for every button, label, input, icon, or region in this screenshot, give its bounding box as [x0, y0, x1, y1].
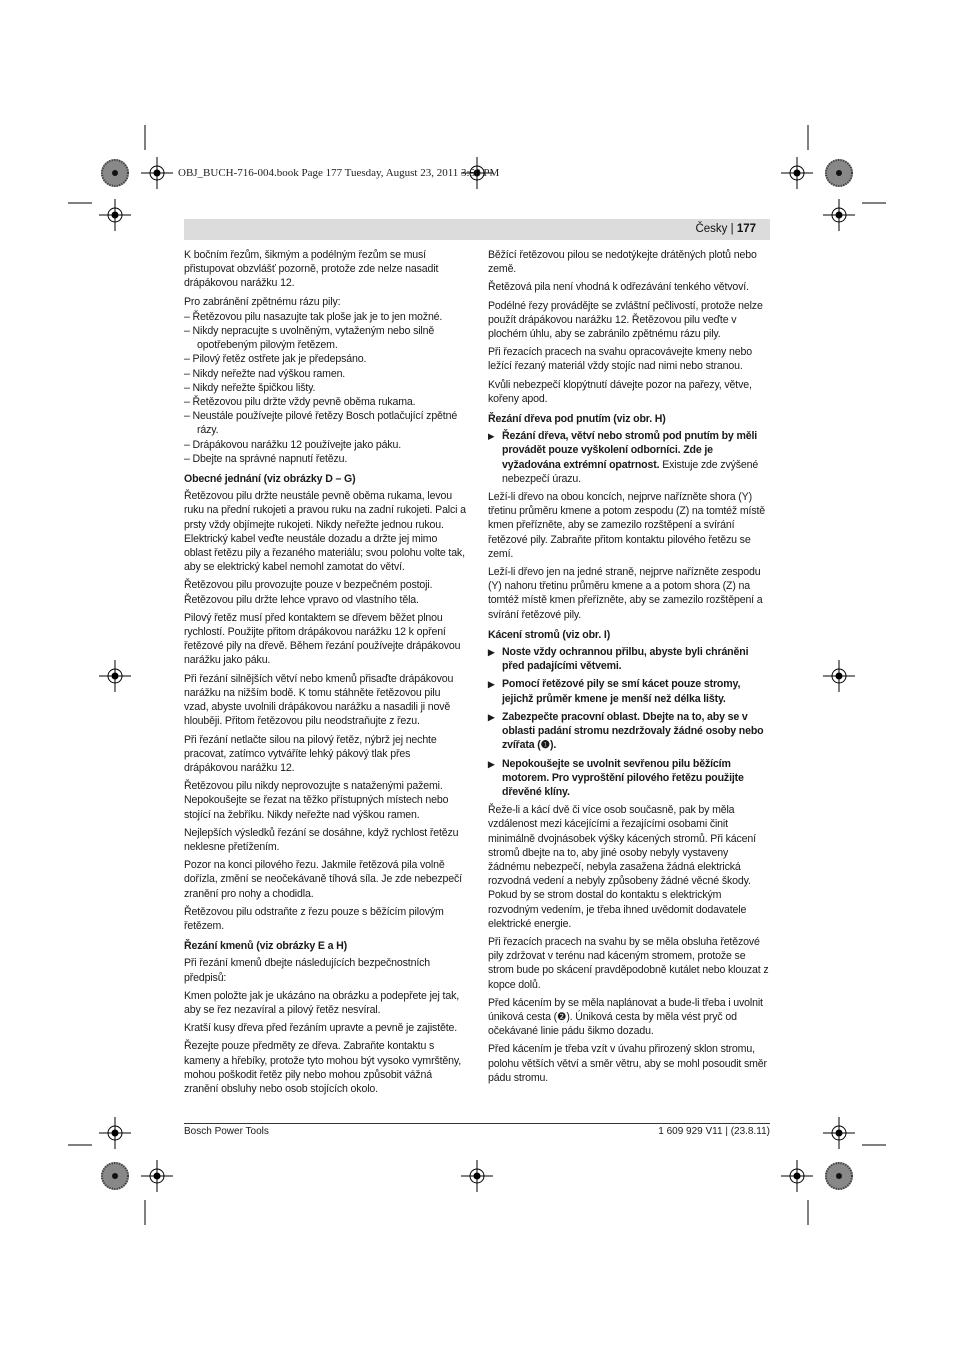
triangle-bullet-icon: ▶	[488, 711, 495, 722]
paragraph: Řetězovou pilu odstraňte z řezu pouze s běžícím pilovým řetězem.	[184, 905, 444, 932]
paragraph: Leží-li dřevo na obou koncích, nejprve nařízněte shora (Y) třetinu průměru kmene a potom zespodu (Z) na tomtéž místě kmen přeřízněte, aby se zamezilo rozštěpení a svírání řetězové pily. Zabraňte přitom kontaktu pilového řetězu se zemí.	[488, 491, 766, 560]
list-item: – Nikdy neřežte špičkou lišty.	[184, 381, 316, 394]
page-header: Česky | 177	[184, 219, 770, 240]
triangle-bullet-icon: ▶	[488, 647, 495, 658]
triangle-bullet-icon: ▶	[488, 679, 495, 690]
header-language: Česky	[695, 223, 728, 235]
list-item: – Nikdy nepracujte s uvolněným, vytaženým nebo silně opotřebeným pilovým řetězem.	[184, 325, 435, 352]
list-item: – Dbejte na správné napnutí řetězu.	[184, 452, 348, 465]
paragraph: Řetězovou pilu provozujte pouze v bezpečném postoji. Řetězovou pilu držte lehce vpravo od vlastního těla.	[184, 579, 433, 606]
paragraph: Při řezacích pracech na svahu by se měla obsluha řetězové pily zdržovat v terénu nad káceným stromem, protože se strom bude po skácení pravděpodobně kutálet nebo klouzat z kopce dolů.	[488, 935, 769, 991]
paragraph: Řeže-li a kácí dvě či více osob současně, pak by měla vzdálenost mezi kácejícími a řezajícími osobami činit minimálně dvojnásobek výšky kácených stromů. Při kácení stromů dbejte na to, aby jiné osoby nebyly vystaveny žádnému nebezpečí, nebyla zasažena žádná elektrická rozvodná vedení a nebyly způsobeny žádné věcné škody. Pokud by se strom dostal do kontaktu s elektrickým rozvodným vedením, je třeba ihned uvědomit dodavatele elektrické energie.	[488, 804, 756, 930]
section-heading: Řezání dřeva pod pnutím (viz obr. H)	[488, 413, 666, 426]
paragraph: Při řezacích pracech na svahu opracovávejte kmeny nebo ležící řezaný materiál vždy stojíc nad nimi nebo stranou.	[488, 346, 752, 373]
paragraph: Pozor na konci pilového řezu. Jakmile řetězová pila volně dořízla, změní se neočekávaně tíhová síla. Je zde nebezpečí zranění pro nohy a chodidla.	[184, 859, 462, 900]
right-column	[488, 248, 770, 1089]
warning-item: ▶ Zabezpečte pracovní oblast. Dbejte na to, aby se v oblasti padání stromu nezdržovaly žádné osoby nebo zvířata (❶).	[488, 710, 764, 752]
footer-docnumber: 1 609 929 V11 | (23.8.11)	[658, 1126, 770, 1137]
footer-rule	[184, 1123, 770, 1124]
paragraph: Před kácením by se měla naplánovat a bude-li třeba i uvolnit úniková cesta (❷). Úniková cesta by měla vést pryč od očekávané linie pádu šikmo dozadu.	[488, 996, 763, 1038]
footer-brand: Bosch Power Tools	[184, 1126, 269, 1137]
paragraph: Kmen položte jak je ukázáno na obrázku a podepřete jej tak, aby se řez nezavíral a pilový řetěz nesvíral.	[184, 989, 460, 1016]
section-heading: Řezání kmenů (viz obrázky E a H)	[184, 940, 347, 953]
paragraph: Pro zabránění zpětnému rázu pily:	[184, 295, 341, 308]
list-item: – Řetězovou pilu držte vždy pevně oběma rukama.	[184, 396, 416, 409]
print-slug: OBJ_BUCH-716-004.book Page 177 Tuesday, August 23, 2011 3:50 PM	[178, 167, 500, 179]
left-column	[184, 248, 466, 1100]
paragraph: Při řezání netlačte silou na pilový řetěz, nýbrž jej nechte pracovat, zatímco vytváříte lehký pákový tlak přes drápákovou narážku 12.	[184, 733, 437, 774]
paragraph: Nejlepších výsledků řezání se dosáhne, když rychlost řetězu neklesne přetížením.	[184, 826, 459, 853]
paragraph: K bočním řezům, šikmým a podélným řezům se musí přistupovat obzvlášť pozorně, protože zde nelze nasadit drápákovou narážku 12.	[184, 249, 439, 290]
paragraph: Běžící řetězovou pilou se nedotýkejte drátěných plotů nebo země.	[488, 249, 757, 276]
list-item: – Neustále používejte pilové řetězy Bosch potlačující zpětné rázy.	[184, 410, 458, 437]
paragraph: Řezejte pouze předměty ze dřeva. Zabraňte kontaktu s kameny a hřebíky, protože tyto mohou být vysoko vymrštěny, mohou poškodit řetěz pily nebo mohou způsobit vážná zranění obsluhy nebo osob stojících okolo.	[184, 1040, 462, 1095]
paragraph: Před kácením je třeba vzít v úvahu přirozený sklon stromu, polohu větších větví a směr větru, aby se mohl posoudit směr pádu stromu.	[488, 1043, 767, 1084]
paragraph: Při řezání kmenů dbejte následujících bezpečnostních předpisů:	[184, 957, 431, 984]
paragraph: Kvůli nebezpečí klopýtnutí dávejte pozor na pařezy, větve, kořeny apod.	[488, 378, 752, 405]
paragraph: Leží-li dřevo jen na jedné straně, nejprve nařízněte zespodu (Y) nahoru třetinu průměru kmene a a potom shora (Z) na tomtéž místě kmen přeřízněte, aby se zamezilo rozštěpení a svírání řetězové pily.	[488, 566, 763, 621]
warning-item: ▶ Nepokoušejte se uvolnit sevřenou pilu běžícím motorem. Pro vyproštění pilového řetězu použijte dřevěné klíny.	[488, 757, 744, 798]
list-item: – Nikdy neřežte nad výškou ramen.	[184, 367, 346, 380]
paragraph: Kratší kusy dřeva před řezáním upravte a pevně je zajistěte.	[184, 1022, 458, 1035]
list-item: – Drápákovou narážku 12 používejte jako páku.	[184, 438, 402, 451]
paragraph: Řetězovou pilu nikdy neprovozujte s nataženými pažemi. Nepokoušejte se řezat na těžko přístupných místech nebo stojící na žebříku. Nikdy neřežte nad výškou ramen.	[184, 780, 449, 821]
warning-item: ▶ Řezání dřeva, větví nebo stromů pod pnutím by měli provádět pouze vyškolení odborníci. Zde je vyžadována extrémní opatrnost. Existuje zde zvýšené nebezpečí úrazu.	[488, 430, 759, 485]
warning-item: ▶ Pomocí řetězové pily se smí kácet pouze stromy, jejichž průměr kmene je menší než délka lišty.	[488, 678, 741, 705]
page-number: 177	[736, 223, 756, 235]
triangle-bullet-icon: ▶	[488, 431, 495, 442]
triangle-bullet-icon: ▶	[488, 758, 495, 769]
section-heading: Kácení stromů (viz obr. I)	[488, 628, 611, 641]
paragraph: Řetězovou pilu držte neustále pevně oběma rukama, levou ruku na přední rukojeti a pravou ruku na zadní rukojeti. Palci a prsty vždy objímejte rukojeti. Nikdy neřežte jednou rukou. Elektrický kabel veďte neustále dozadu a držte jej mimo oblast řetězu pily a řezaného materiálu; svou polohu volte tak, aby se elektrický kabel nemohl zamotat do větví.	[184, 490, 466, 574]
section-heading: Obecné jednání (viz obrázky D – G)	[184, 473, 356, 486]
paragraph: Řetězová pila není vhodná k odřezávání tenkého větvoví.	[488, 281, 749, 294]
list-item: – Řetězovou pilu nasazujte tak ploše jak je to jen možné.	[184, 310, 443, 323]
paragraph: Pilový řetěz musí před kontaktem se dřevem běžet plnou rychlostí. Použijte přitom drápákovou narážku 12 k opření řetězové pily na dřevě. Během řezání používejte drápákovou narážku jako páku.	[184, 611, 461, 667]
warning-item: ▶ Noste vždy ochrannou přilbu, abyste byli chráněni před padajícími větvemi.	[488, 646, 749, 673]
paragraph: Při řezání silnějších větví nebo kmenů přisaďte drápákovou narážku na nižším bodě. K tomu stáhněte řetězovou pilu vzad, abyste uvolnili drápákovou narážku a nasadili ji nově hlouběji. Přitom řetězovou pilu neodstraňujte z řezu.	[184, 672, 454, 728]
list-item: – Pilový řetěz ostřete jak je předepsáno.	[184, 353, 367, 366]
paragraph: Podélné řezy provádějte se zvláštní pečlivostí, protože nelze použít drápákovou narážku 12. Řetězovou pilu veďte v plochém úhlu, aby se zabránilo zpětnému rázu pily.	[488, 299, 763, 341]
